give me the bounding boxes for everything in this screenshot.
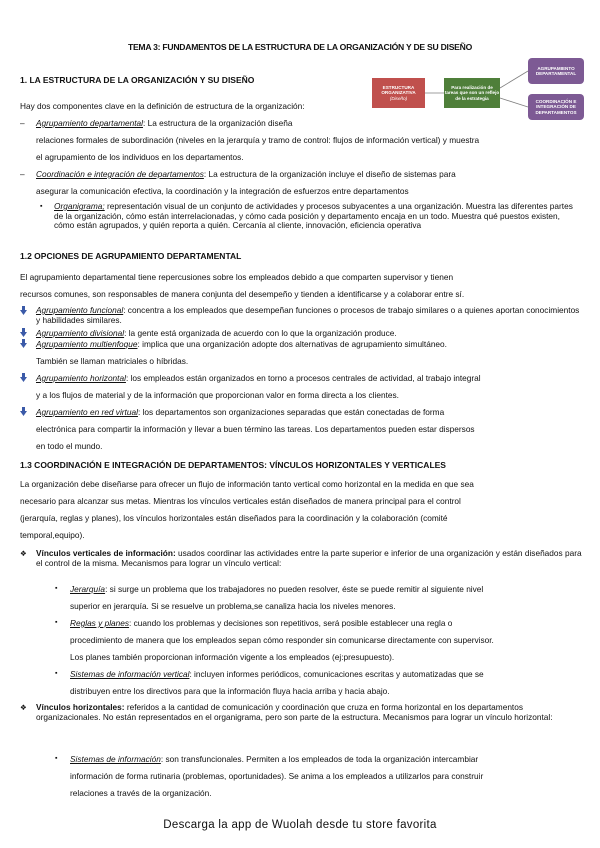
red-virtual-line2: electrónica para compartir la información y llevar a buen término las tareas. Los departamentos pueden estar dispersos [36,424,475,434]
s13-p4: temporal,equipo). [20,530,85,540]
jerarquia-rest: : si surge un problema que los trabajadores no pueden resolver, éste se puede remitir al siguiente nivel [105,584,484,594]
term-organigrama: Organigrama; [54,201,105,211]
term-red-virtual: Agrupamiento en red virtual [36,407,138,417]
horizontal-rest: : los empleados están organizados en torno a procesos centrales de actividad, al trabajo integral [125,373,481,383]
item-agrupamiento-departamental [36,118,292,128]
s12-p2: recursos comunes, son responsables de manera conjunta del desempeño y tienden a identificarse y a colaborar entre sí. [20,289,465,299]
sistemas-informacion-line3: relaciones a través de la organización. [70,788,212,798]
s13-p2: necesario para alcanzar sus metas. Mientras los vínculos verticales están diseñados de manera principal para el control [20,496,461,506]
term-agrupamiento-departamental: Agrupamiento departamental [36,118,144,128]
sistemas-vertical-line2: distribuyen entre los directivos para que la información fluya hacia arriba y hacia abajo. [70,686,390,696]
connector-2-3 [500,71,528,88]
item2-line2: asegurar la comunicación efectiva, la coordinación y la integración de esfuerzos entre departamentos [36,186,409,196]
section-1-2-heading: 1.2 OPCIONES DE AGRUPAMIENTO DEPARTAMENTAL [20,251,242,261]
section-1-3-heading: 1.3 COORDINACIÓN E INTEGRACIÓN DE DEPARTAMENTOS: VÍNCULOS HORIZONTALES Y VERTICALES [20,460,446,470]
down-arrow-icon [20,328,27,337]
jerarquia-line2: superior en jerarquía. Si se resuelve un problema,se canaliza hacia los niveles menores. [70,601,396,611]
document-title: TEMA 3: FUNDAMENTOS DE LA ESTRUCTURA DE LA ORGANIZACIÓN Y DE SU DISEÑO [127,42,473,52]
item1-line2: relaciones formales de subordinación (niveles en la jerarquía y tramo de control: flujos de información vertical) y muestra [36,135,480,145]
term-multienfoque: Agrupamiento multienfoque [36,339,138,349]
diamond-bullet-icon: ❖ [20,549,27,558]
term-jerarquia: Jerarquía [70,584,106,594]
reglas-rest: : cuando los problemas y decisiones son repetitivos, será posible establecer una regla o [129,618,453,628]
sistemas-informacion-item [70,754,478,764]
dash-marker: – [20,169,25,179]
red-virtual-line3: en todo el mundo. [36,441,103,451]
sistemas-informacion-line2: información de forma rutinaria (problemas, oportunidades). Se anima a los empleados a utilizarlos para construir [70,771,484,781]
organigrama-rest: representación visual de un conjunto de actividades y procesos subyacentes a una organización. Muestra las diferentes partes de la organización, cómo están interrelacionadas, y cómo cada posición y departamento encaja en un todo. Muestra qué puestos existen, cómo están agrupados, y quién reporta a quién. Cercanía al cliente, innovación, eficiencia operativa [54,201,573,230]
diagram-box-estructura [372,78,425,108]
agrupamiento-multienfoque [36,339,447,349]
red-virtual-rest: : los departamentos son organizaciones separadas que están conectadas de forma [137,407,445,417]
horizontales-rest: referidos a la cantidad de comunicación y coordinación que cruza en forma horizontal en los departamentos organizacionales. No están representados en el organigrama, pero son parte de la estructura. Mecanismos para lograr un vínculo horizontal: [36,702,553,722]
down-arrow-icon [20,339,27,348]
section-1-heading: 1. LA ESTRUCTURA DE LA ORGANIZACIÓN Y SU DISEÑO [20,75,255,85]
sistemas-informacion-rest: : son transfuncionales. Permiten a los empleados de toda la organización intercambiar [160,754,479,764]
term-coordinacion: Coordinación e integración de departamentos [36,169,204,179]
jerarquia-item [70,584,483,594]
diagram-box-coordinacion: COORDINACIÓN E INTEGRACIÓN DE DEPARTAMENTOS [528,94,584,120]
footer-banner: Descarga la app de Wuolah desde tu store favorita [163,819,437,831]
dash-marker: – [20,118,25,128]
verticales-rest: usados coordinar las actividades entre la parte superior e inferior de una organización y están diseñados para el control de la misma. Mecanismos para lograr un vínculo vertical: [36,548,582,568]
vinculos-verticales [36,549,582,568]
diagram-box-estructura-sub: (Diseño) [389,95,408,101]
square-bullet: ▪ [55,670,58,677]
down-arrow-icon [20,407,27,416]
s13-p1: La organización debe diseñarse para ofrecer un flujo de información tanto vertical como horizontal en la medida en que sea [20,479,474,489]
diamond-bullet-icon: ❖ [20,703,27,712]
term-funcional: Agrupamiento funcional [36,305,124,315]
divisional-rest: : la gente está organizada de acuerdo con lo que la organización produce. [124,328,397,338]
item1-rest: : La estructura de la organización diseña [143,118,293,128]
agrupamiento-red-virtual [36,407,444,417]
sistemas-vertical-item [70,669,484,679]
reglas-item [70,618,452,628]
connector-2-4 [500,98,528,107]
square-bullet: ▪ [40,203,43,210]
item-coordinacion [36,169,456,179]
vinculos-horizontales [36,703,582,722]
item1-line3: el agrupamiento de los individuos en los departamentos. [36,152,244,162]
section-1-intro: Hay dos componentes clave en la definición de estructura de la organización: [20,101,305,111]
funcional-rest: : concentra a los empleados que desempeñan funciones o procesos de trabajo similares o a quienes aportan conocimientos y habilidades similares. [36,305,580,325]
term-vinculos-verticales: Vínculos verticales de información: [36,548,176,558]
agrupamiento-funcional [36,306,582,325]
item2-rest: : La estructura de la organización incluye el diseño de sistemas para [203,169,456,179]
term-sistemas-informacion: Sistemas de información [70,754,161,764]
multienfoque-line2: También se llaman matriciales o híbridas. [36,356,189,366]
reglas-line2: procedimiento de manera que los empleados sepan cómo responder sin comunicarse directamente con supervisor. [70,635,494,645]
square-bullet: ▪ [55,755,58,762]
agrupamiento-divisional [36,328,397,338]
horizontal-line2: y a los flujos de material y de la información que proporcionan valor en forma directa a los clientes. [36,390,399,400]
term-sistemas-vertical: Sistemas de información vertical [70,669,190,679]
s12-p1: El agrupamiento departamental tiene repercusiones sobre los empleados debido a que comparten supervisor y tienen [20,272,454,282]
s13-p3: (jerarquía, reglas y planes), los vínculos horizontales están diseñados para la coordinación y la colaboración (comité [20,513,448,523]
term-horizontal: Agrupamiento horizontal [36,373,126,383]
sistemas-vertical-rest: : incluyen informes periódicos, comunicaciones escritas y automatizadas que se [189,669,484,679]
agrupamiento-horizontal [36,373,481,383]
square-bullet: ▪ [55,619,58,626]
diagram-box-agrupamiento: AGRUPAMIENTO DEPARTAMENTAL [528,58,584,84]
down-arrow-icon [20,373,27,382]
reglas-line3: Los planes también proporcionan información vigente a los empleados (ej:presupuesto). [70,652,395,662]
square-bullet: ▪ [55,585,58,592]
multienfoque-rest: : implica que una organización adopte dos alternativas de agrupamiento simultáneo. [137,339,447,349]
term-reglas: Reglas y planes [70,618,130,628]
down-arrow-icon [20,306,27,315]
organigrama-paragraph [54,202,582,231]
diagram-box-tareas: Para realización de tareas que son un reflejo de la estrategia [444,78,500,108]
diagram-box-estructura-title: ESTRUCTURA ORGANIZATIVA [381,84,416,96]
term-divisional: Agrupamiento divisional [36,328,125,338]
term-vinculos-horizontales: Vínculos horizontales: [36,702,125,712]
